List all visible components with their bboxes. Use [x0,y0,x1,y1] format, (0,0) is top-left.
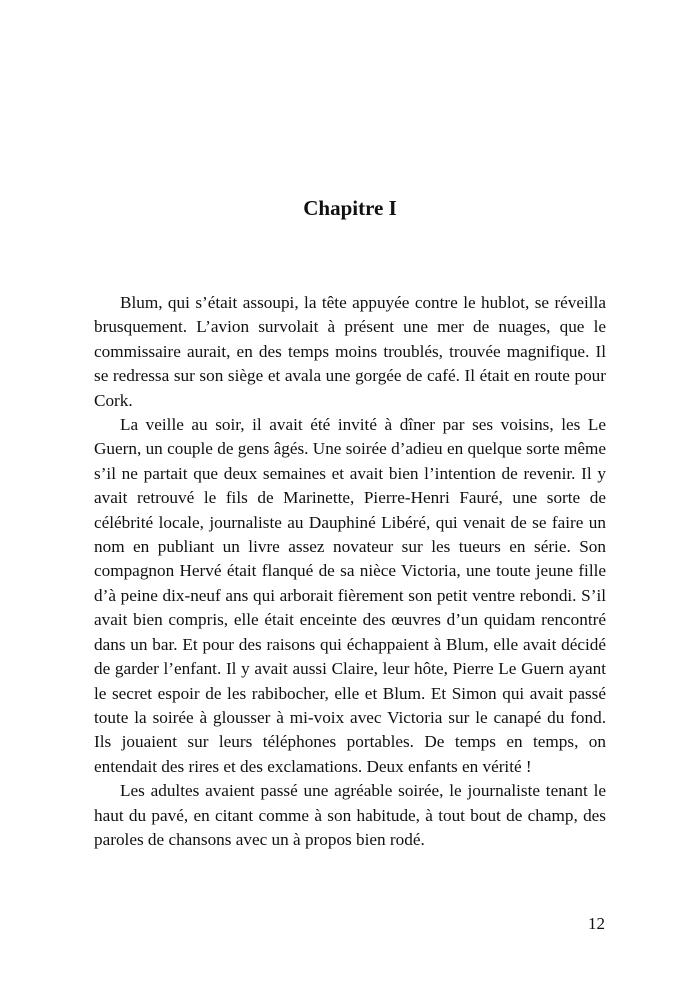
chapter-body [94,291,606,852]
paragraph-2: La veille au soir, il avait été invité à dîner par ses voisins, les Le Guern, un couple de gens âgés. Une soirée d’adieu en quelque sorte même s’il ne partait que deux semaines et avait bien l’intention de revenir. Il y avait retrouvé le fils de Marinette, Pierre-Henri Fauré, une sorte de célébrité locale, journaliste au Dauphiné Libéré, qui venait de se faire un nom en publiant un livre assez novateur sur les tueurs en série. Son compagnon Hervé était flanqué de sa nièce Victoria, une toute jeune fille d’à peine dix-neuf ans qui arborait fièrement son petit ventre rebondi. S’il avait bien compris, elle était enceinte des œuvres d’un quidam rencontré dans un bar. Et pour des raisons qui échappaient à Blum, elle avait décidé de garder l’enfant. Il y avait aussi Claire, leur hôte, Pierre Le Guern ayant le secret espoir de les rabibocher, elle et Blum. Et Simon qui avait passé toute la soirée à glousser à mi-voix avec Victoria sur le canapé du fond. Ils jouaient sur leurs téléphones portables. De temps en temps, on entendait des rires et des exclamations. Deux enfants en vérité ! [94,415,606,776]
paragraph-3: Les adultes avaient passé une agréable soirée, le journaliste tenant le haut du pavé, en citant comme à son habitude, à tout bout de champ, des paroles de chansons avec un à propos bien rodé. [94,781,606,849]
chapter-title: Chapitre I [303,196,397,220]
page-number: 12 [588,914,605,933]
paragraph-1: Blum, qui s’était assoupi, la tête appuyée contre le hublot, se réveilla brusquement. L’avion survolait à présent une mer de nuages, que le commissaire aurait, en des temps moins troublés, trouvée magnifique. Il se redressa sur son siège et avala une gorgée de café. Il était en route pour Cork. [94,293,606,410]
